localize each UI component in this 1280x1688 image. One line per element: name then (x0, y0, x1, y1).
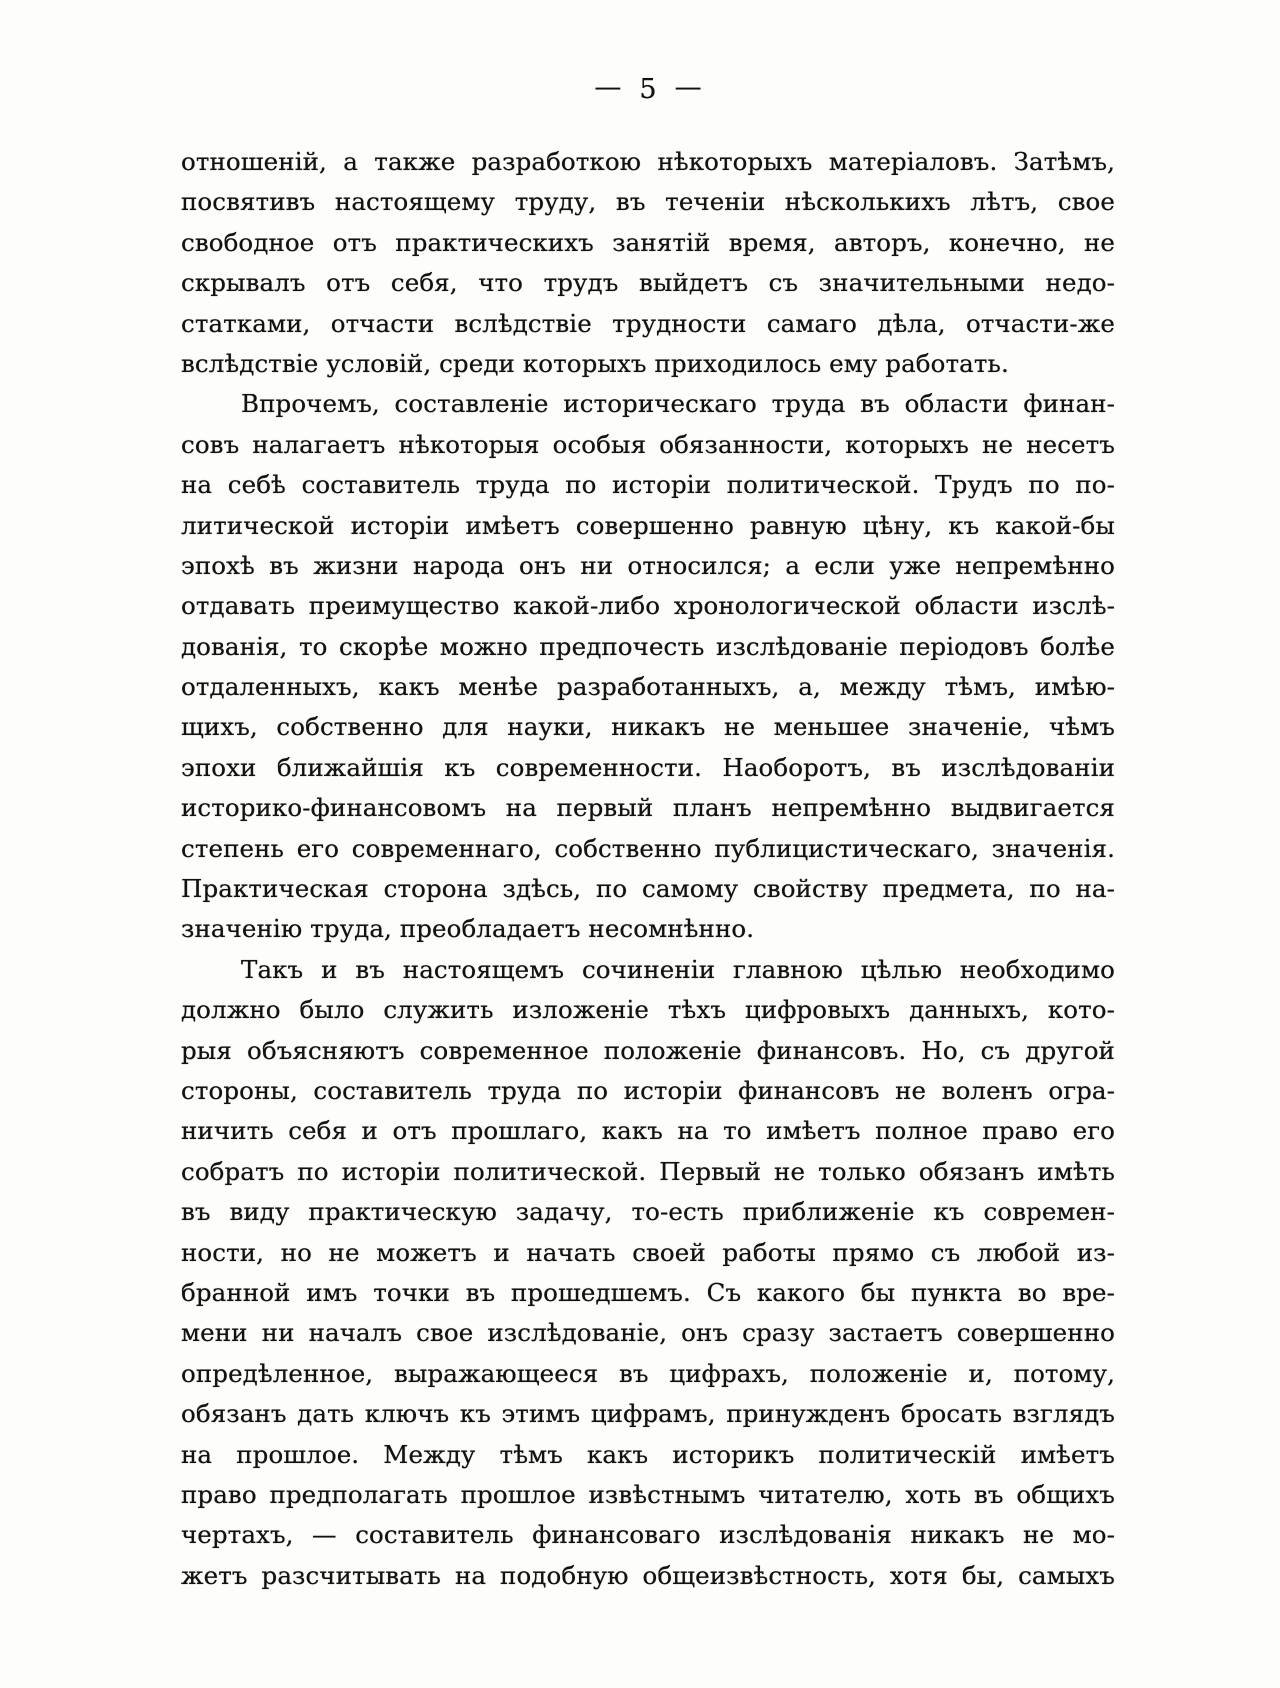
text-line: собратъ по исторіи политической. Первый не только обязанъ имѣть (181, 1156, 1115, 1186)
text-line: Практическая сторона здѣсь, по самому свойству предмета, по на- (181, 874, 1115, 904)
text-line: эпохѣ въ жизни народа онъ ни относился; а если уже непремѣнно (181, 550, 1115, 580)
text-line: стороны, составитель труда по исторіи финансовъ не воленъ огра- (181, 1075, 1115, 1105)
text-line: ничить себя и отъ прошлаго, какъ на то имѣетъ полное право его (181, 1116, 1115, 1146)
text-line: статками, отчасти вслѣдствіе трудности самаго дѣла, отчасти-же (181, 308, 1115, 338)
text-line: бранной имъ точки въ прошедшемъ. Съ какого бы пункта во вре- (181, 1277, 1115, 1307)
text-line: чертахъ, — составитель финансоваго изслѣдованія никакъ не мо- (181, 1520, 1115, 1550)
text-line: свободное отъ практическихъ занятій время, авторъ, конечно, не (181, 227, 1115, 257)
paragraph (181, 950, 1115, 1596)
text-line: историко-финансовомъ на первый планъ непремѣнно выдвигается (181, 793, 1115, 823)
text-line: отношеній, а также разработкою нѣкоторыхъ матеріаловъ. Затѣмъ, (181, 147, 1115, 176)
text-line: обязанъ дать ключъ къ этимъ цифрамъ, принужденъ бросать взглядъ (181, 1399, 1115, 1429)
text-line: дованія, то скорѣе можно предпочесть изслѣдованіе періодовъ болѣе (181, 631, 1115, 661)
text-line: въ виду практическую задачу, то-есть приближеніе къ современ- (181, 1197, 1115, 1227)
text-line: мени ни началъ свое изслѣдованіе, онъ сразу застаетъ совершенно (181, 1318, 1115, 1348)
body-text (181, 142, 1115, 1596)
page-number-value: 5 (639, 74, 657, 105)
text-line: должно было служить изложеніе тѣхъ цифровыхъ данныхъ, кото- (181, 995, 1115, 1025)
text-line: на прошлое. Между тѣмъ какъ историкъ политическій имѣетъ (181, 1439, 1115, 1469)
text-line: щихъ, собственно для науки, никакъ не меньшее значеніе, чѣмъ (181, 712, 1115, 742)
paragraph (181, 384, 1115, 949)
text-line: вслѣдствіе условій, среди которыхъ приходилось ему работать. (181, 348, 1009, 378)
page-number (181, 74, 1115, 105)
text-line: посвятивъ настоящему труду, въ теченіи нѣсколькихъ лѣтъ, свое (181, 187, 1115, 217)
text-line: право предполагать прошлое извѣстнымъ читателю, хоть въ общихъ (181, 1479, 1115, 1509)
text-line: жетъ разсчитывать на подобную общеизвѣстность, хотя бы, самыхъ (181, 1560, 1115, 1590)
text-line: рыя объясняютъ современное положеніе финансовъ. Но, съ другой (181, 1035, 1115, 1065)
text-line: эпохи ближайшія къ современности. Наоборотъ, въ изслѣдованіи (181, 752, 1115, 782)
text-line: Такъ и въ настоящемъ сочиненіи главною цѣлью необходимо (241, 954, 1115, 984)
text-line: скрывалъ отъ себя, что трудъ выйдетъ съ значительными недо- (181, 268, 1115, 298)
text-line: степень его современнаго, собственно публицистическаго, значенія. (181, 833, 1115, 863)
text-line: ности, но не можетъ и начать своей работы прямо съ любой из- (181, 1237, 1115, 1267)
text-line: совъ налагаетъ нѣкоторыя особыя обязанности, которыхъ не несетъ (181, 429, 1115, 459)
text-line: литической исторіи имѣетъ совершенно равную цѣну, къ какой-бы (181, 510, 1115, 540)
text-line: опредѣленное, выражающееся въ цифрахъ, положеніе и, потому, (181, 1358, 1115, 1388)
text-line: отдавать преимущество какой-либо хронологической области изслѣ- (181, 591, 1115, 621)
text-line: отдаленныхъ, какъ менѣе разработанныхъ, а, между тѣмъ, имѣю- (181, 672, 1115, 702)
page-number-dash-right: — (674, 72, 702, 103)
page-number-dash-left: — (594, 72, 622, 103)
text-line: Впрочемъ, составленіе историческаго труда въ области финан- (241, 389, 1115, 419)
text-line: на себѣ составитель труда по исторіи политической. Трудъ по по- (181, 470, 1115, 500)
text-line: значенію труда, преобладаетъ несомнѣнно. (181, 914, 755, 944)
paragraph (181, 142, 1115, 384)
